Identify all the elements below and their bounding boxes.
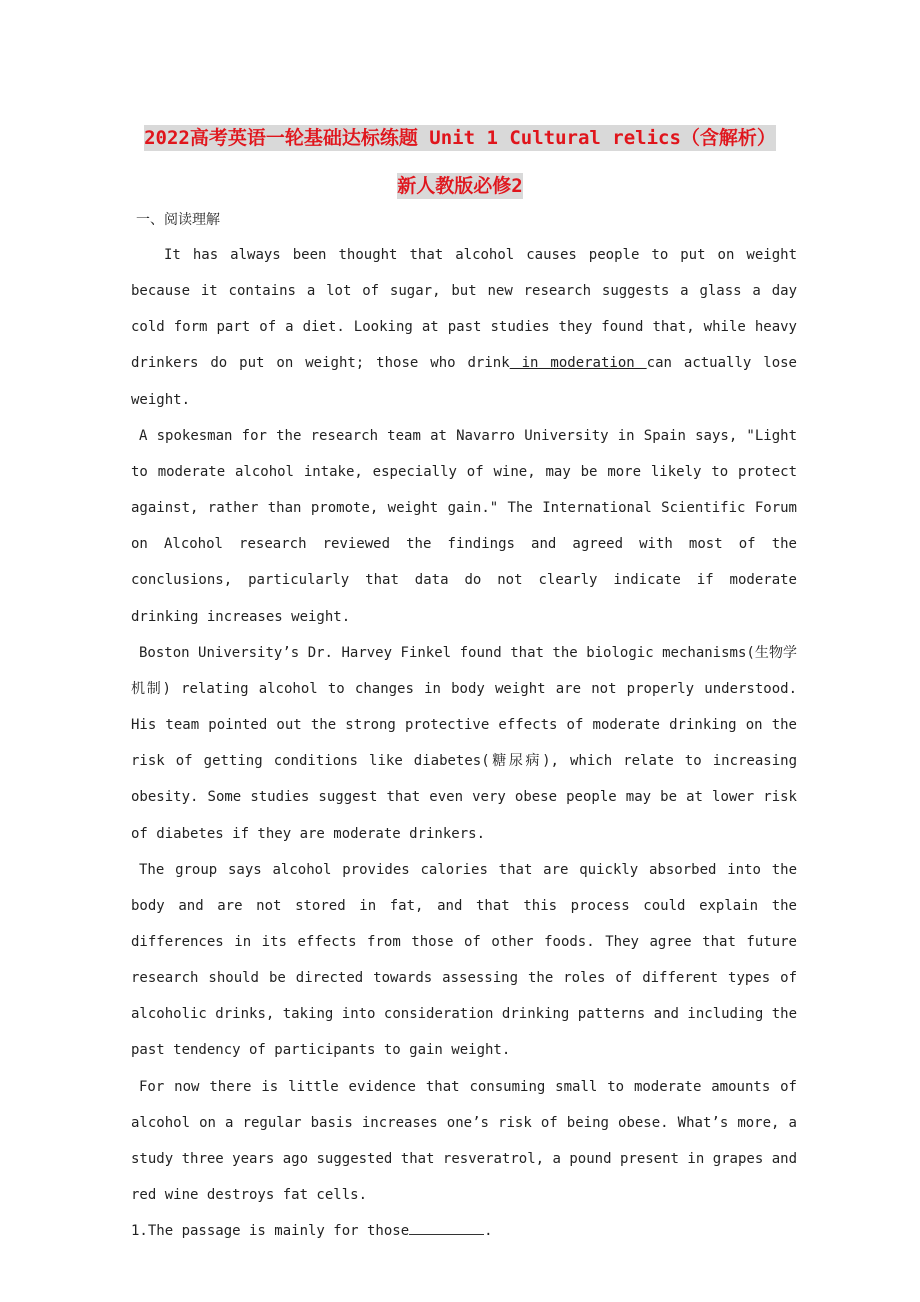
title-text-2: 新人教版必修2: [397, 175, 523, 197]
section-heading: 一、阅读理解: [136, 212, 220, 228]
title-text-1: 2022高考英语一轮基础达标练题 Unit 1 Cultural relics（含解析）: [144, 127, 776, 149]
paragraph-2: A spokesman for the research team at Navarro University in Spain says, "Light to moderate alcohol intake, especially of wine, may be more likely to protect against, rather than promote, weight gain." The International Scientific Forum on Alcohol research reviewed the findings and agreed with most of the conclusions, particularly that data do not clearly indicate if moderate drinking increases weight.: [131, 427, 797, 625]
question-1: [131, 1213, 797, 1249]
paragraph-4: The group says alcohol provides calories that are quickly absorbed into the body and are not stored in fat, and that this process could explain the differences in its effects from those of other foods. They agree that future research should be directed towards assessing the roles of different types of alcoholic drinks, taking into consideration drinking patterns and including the past tendency of participants to gain weight.: [131, 861, 797, 1059]
question-1-stem: 1.The passage is mainly for those: [131, 1223, 410, 1240]
paragraph-1-text-b: can actually lose weight.: [131, 355, 797, 408]
reading-passage: [131, 237, 797, 1249]
question-1-end: .: [484, 1223, 493, 1240]
underlined-phrase: in moderation: [509, 355, 647, 372]
answer-blank: [409, 1220, 484, 1235]
document-title-line2: [0, 171, 920, 198]
document-title-line1: [0, 123, 920, 150]
paragraph-3: Boston University’s Dr. Harvey Finkel found that the biologic mechanisms(生物学机制) relating alcohol to changes in body weight are not properly understood. His team pointed out the strong protective effects of moderate drinking on the risk of getting conditions like diabetes(糖尿病), which relate to increasing obesity. Some studies suggest that even very obese people may be at lower risk of diabetes if they are moderate drinkers.: [131, 644, 797, 842]
paragraph-1: [131, 237, 797, 418]
paragraph-1-text-a: It has always been thought that alcohol causes people to put on weight because it contains a lot of sugar, but new research suggests a glass a day cold form part of a diet. Looking at past studies they found that, while heavy drinkers do put on weight; those who drink: [131, 247, 797, 372]
paragraph-5: For now there is little evidence that consuming small to moderate amounts of alcohol on a regular basis increases one’s risk of being obese. What’s more, a study three years ago suggested that resveratrol, a pound present in grapes and red wine destroys fat cells.: [131, 1078, 797, 1204]
